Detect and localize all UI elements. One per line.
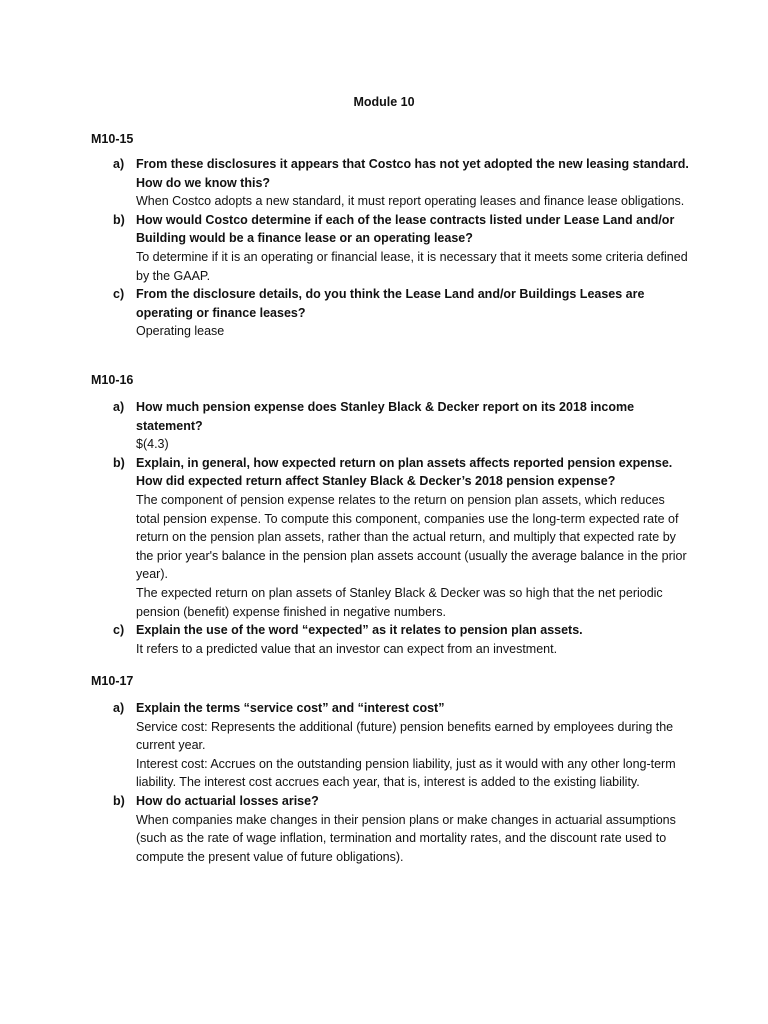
answer-text: Interest cost: Accrues on the outstanding pension liability, just as it would with any other long-term liability. The interest cost accrues each year, that is, interest is added to the existing liability.	[136, 756, 676, 790]
item-marker: b)	[113, 212, 125, 227]
page-title: Module 10	[353, 95, 415, 109]
question-item	[91, 155, 691, 211]
section-m10-16	[91, 398, 691, 658]
answer-text: When Costco adopts a new standard, it must report operating leases and finance lease obligations.	[136, 194, 685, 209]
question-item	[91, 285, 691, 341]
section-heading-m10-17: M10-17	[91, 674, 134, 688]
question-item	[91, 621, 691, 658]
item-marker: b)	[113, 793, 125, 808]
item-marker: a)	[113, 400, 125, 414]
question-text: How would Costco determine if each of the lease contracts listed under Lease Land and/or Building would be a finance lease or an operating lease?	[136, 212, 675, 246]
answer-text: When companies make changes in their pension plans or make changes in actuarial assumptions (such as the rate of wage inflation, termination and mortality rates, and the discount rate used to compute the present value of future obligations).	[136, 812, 676, 864]
answer-text: $(4.3)	[136, 437, 169, 452]
answer-text: It refers to a predicted value that an investor can expect from an investment.	[136, 641, 558, 656]
question-text: How do actuarial losses arise?	[136, 793, 319, 808]
section-heading-m10-16: M10-16	[91, 373, 134, 387]
answer-text: The expected return on plan assets of Stanley Black & Decker was so high that the net periodic pension (benefit) expense finished in negative numbers.	[136, 585, 663, 619]
item-marker: c)	[113, 287, 125, 302]
answer-text: Service cost: Represents the additional (future) pension benefits earned by employees during the current year.	[136, 719, 674, 753]
question-text: Explain the use of the word “expected” as it relates to pension plan assets.	[136, 623, 583, 638]
section-m10-17	[91, 699, 691, 866]
question-item	[91, 211, 691, 285]
question-text: How much pension expense does Stanley Black & Decker report on its 2018 income statement?	[136, 400, 635, 433]
answer-text: The component of pension expense relates to the return on pension plan assets, which reduces total pension expense. To compute this component, companies use the long-term expected rate of return on the pension plan assets, rather than the actual return, and multiply that expected rate by the prior year's balance in the pension plan assets account (usually the average balance in the prior year).	[136, 492, 687, 582]
question-item	[91, 398, 691, 454]
item-marker: a)	[113, 701, 125, 715]
question-item	[91, 454, 691, 621]
answer-text: Operating lease	[136, 324, 225, 339]
section-heading-m10-15: M10-15	[91, 132, 134, 146]
item-marker: a)	[113, 157, 125, 171]
question-text: From these disclosures it appears that Costco has not yet adopted the new leasing standard. How do we know this?	[136, 157, 689, 190]
section-m10-15	[91, 155, 691, 341]
answer-text: To determine if it is an operating or financial lease, it is necessary that it meets some criteria defined by the GAAP.	[136, 249, 688, 283]
question-item	[91, 792, 691, 866]
question-item	[91, 699, 691, 792]
question-text: From the disclosure details, do you think the Lease Land and/or Buildings Leases are operating or finance leases?	[136, 287, 645, 320]
question-text: Explain, in general, how expected return on plan assets affects reported pension expense. How did expected return affect Stanley Black & Decker’s 2018 pension expense?	[136, 455, 673, 489]
item-marker: c)	[113, 623, 125, 638]
item-marker: b)	[113, 455, 125, 470]
question-text: Explain the terms “service cost” and “interest cost”	[136, 701, 445, 715]
